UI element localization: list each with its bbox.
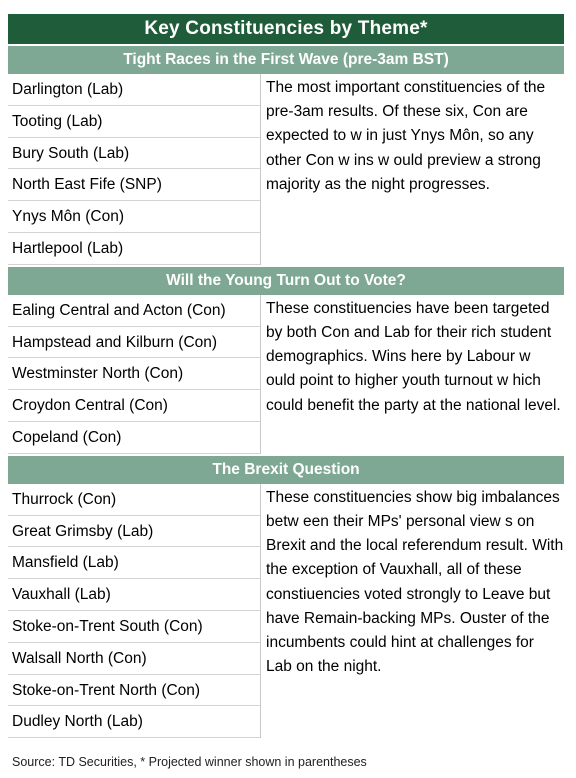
list-item: Dudley North (Lab) <box>8 706 260 738</box>
list-item: Mansfield (Lab) <box>8 547 260 579</box>
section-body-young-vote <box>8 295 564 454</box>
list-item: Westminster North (Con) <box>8 358 260 390</box>
constituency-list <box>8 295 261 454</box>
list-item: Hartlepool (Lab) <box>8 233 260 265</box>
source-note: Source: TD Securities, * Projected winner shown in parentheses <box>12 755 367 769</box>
section-description: The most important constituencies of the pre-3am results. Of these six, Con are expected to w in just Ynys Môn, so any other Con w ins w ould preview a strong majority as the night progresses. <box>266 79 546 193</box>
list-item: Croydon Central (Con) <box>8 390 260 422</box>
section-body-brexit <box>8 484 564 738</box>
list-item: Vauxhall (Lab) <box>8 579 260 611</box>
constituency-list <box>8 484 261 738</box>
list-item: Thurrock (Con) <box>8 484 260 516</box>
section-heading-tight-races: Tight Races in the First Wave (pre-3am BST) <box>8 44 564 74</box>
list-item: Stoke-on-Trent South (Con) <box>8 611 260 643</box>
list-item: Copeland (Con) <box>8 422 260 454</box>
list-item: Ynys Môn (Con) <box>8 201 260 233</box>
section-body-tight-races <box>8 74 564 265</box>
section-heading-brexit: The Brexit Question <box>8 454 564 484</box>
list-item: Tooting (Lab) <box>8 106 260 138</box>
section-heading-young-vote: Will the Young Turn Out to Vote? <box>8 265 564 295</box>
list-item: Bury South (Lab) <box>8 138 260 170</box>
table-title: Key Constituencies by Theme* <box>8 14 564 44</box>
list-item: Walsall North (Con) <box>8 643 260 675</box>
constituencies-table <box>8 14 564 738</box>
section-description: These constituencies have been targeted by both Con and Lab for their rich student demographics. Wins here by Labour w ould point to higher youth turnout w hich could benefit the party at the national level. <box>266 299 561 414</box>
list-item: Great Grimsby (Lab) <box>8 516 260 548</box>
list-item: Hampstead and Kilburn (Con) <box>8 327 260 359</box>
list-item: Darlington (Lab) <box>8 74 260 106</box>
list-item: North East Fife (SNP) <box>8 169 260 201</box>
constituency-list <box>8 74 261 265</box>
section-description: These constituencies show big imbalances betw een their MPs' personal view s on Brexit and the local referendum result. With the exception of Vauxhall, all of these constiuencies voted strongly to Leave but have Remain-backing MPs. Ouster of the incumbents could hint at challenges for Lab on the night. <box>266 488 564 676</box>
list-item: Stoke-on-Trent North (Con) <box>8 675 260 707</box>
list-item: Ealing Central and Acton (Con) <box>8 295 260 327</box>
